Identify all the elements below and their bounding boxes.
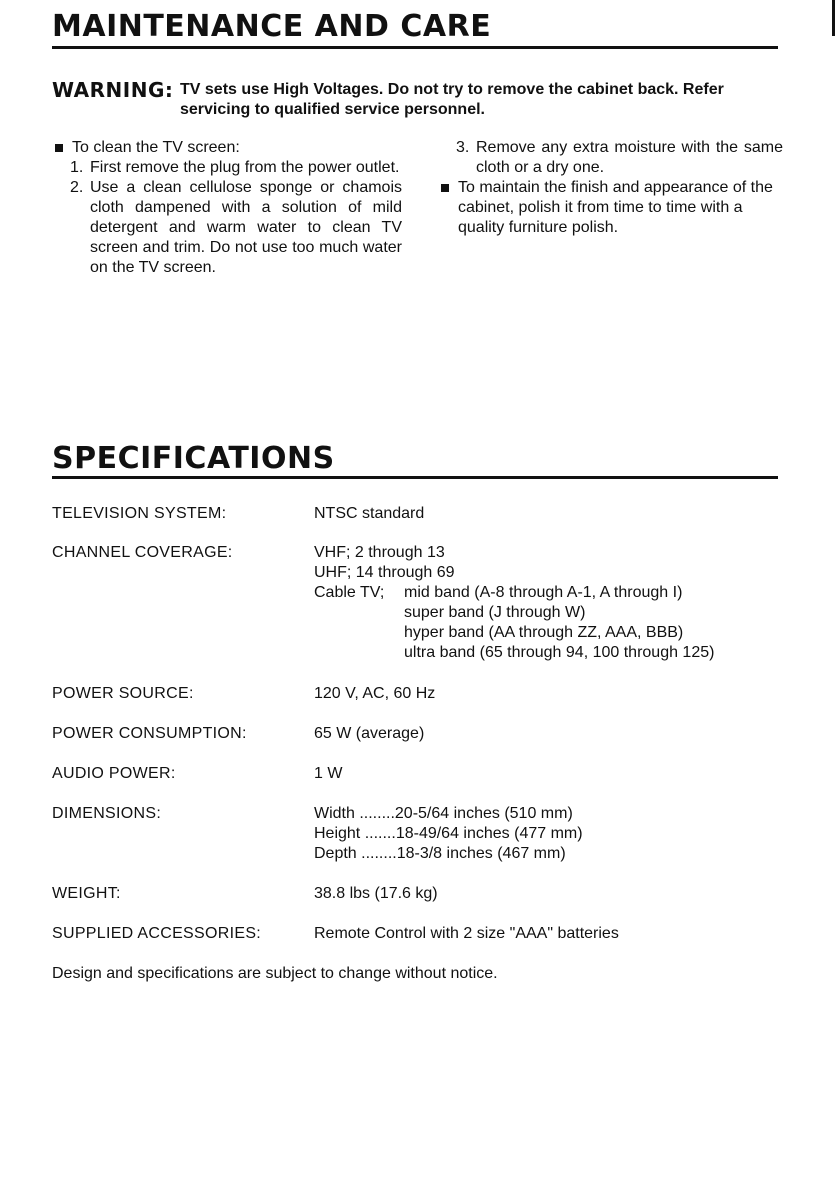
spec-value: NTSC standard xyxy=(314,505,425,522)
cabinet-finish-item xyxy=(438,178,783,238)
maintenance-title: MAINTENANCE AND CARE xyxy=(52,9,492,44)
maintenance-left-column xyxy=(52,138,402,278)
step-number: 2. xyxy=(70,179,84,196)
spec-value: Remote Control with 2 size "AAA" batteries xyxy=(314,925,619,942)
specifications-title: SPECIFICATIONS xyxy=(52,441,335,476)
cable-band: super band (J through W) xyxy=(404,604,586,621)
specifications-title-rule xyxy=(52,476,778,479)
step-number: 3. xyxy=(456,139,470,156)
cable-band: ultra band (65 through 94, 100 through 125) xyxy=(404,644,715,661)
maintenance-title-rule xyxy=(52,46,778,49)
cable-band: mid band (A-8 through A-1, A through I) xyxy=(404,584,683,601)
spec-value: 65 W (average) xyxy=(314,725,425,742)
bullet-square-icon xyxy=(441,184,449,192)
spec-value xyxy=(314,543,794,663)
step-item xyxy=(52,178,402,278)
bullet-square-icon xyxy=(55,144,63,152)
step-item xyxy=(438,138,783,178)
clean-screen-item xyxy=(52,138,402,158)
cable-prefix: Cable TV; xyxy=(314,584,385,601)
cable-band: hyper band (AA through ZZ, AAA, BBB) xyxy=(404,624,684,641)
dimension-depth: Depth ........18-3/8 inches (467 mm) xyxy=(314,845,566,862)
cable-range xyxy=(314,583,794,603)
clean-screen-heading: To clean the TV screen: xyxy=(72,139,240,156)
page-edge-mark xyxy=(832,0,835,36)
dimension-height: Height .......18-49/64 inches (477 mm) xyxy=(314,825,583,842)
spec-label: DIMENSIONS: xyxy=(52,805,162,822)
step-text: Remove any extra moisture with the same cloth or a dry one. xyxy=(476,139,783,176)
spec-label: SUPPLIED ACCESSORIES: xyxy=(52,925,262,942)
warning-text: TV sets use High Voltages. Do not try to remove the cabinet back. Refer servicing to qualified service personnel. xyxy=(180,81,724,118)
spec-value: 1 W xyxy=(314,765,343,782)
spec-label: WEIGHT: xyxy=(52,885,121,902)
step-item xyxy=(52,158,402,178)
spec-value: 38.8 lbs (17.6 kg) xyxy=(314,885,438,902)
spec-label: AUDIO POWER: xyxy=(52,765,176,782)
uhf-range: UHF; 14 through 69 xyxy=(314,564,455,581)
cabinet-finish-text: To maintain the finish and appearance of the cabinet, polish it from time to time with a quality furniture polish. xyxy=(458,179,773,236)
specifications-note: Design and specifications are subject to change without notice. xyxy=(52,965,498,982)
spec-value: 120 V, AC, 60 Hz xyxy=(314,685,436,702)
warning-label: WARNING: xyxy=(52,78,174,102)
spec-value xyxy=(314,804,794,864)
dimension-width: Width ........20-5/64 inches (510 mm) xyxy=(314,805,573,822)
step-text: First remove the plug from the power outlet. xyxy=(90,159,400,176)
step-number: 1. xyxy=(70,159,84,176)
spec-label: CHANNEL COVERAGE: xyxy=(52,544,233,561)
spec-label: TELEVISION SYSTEM: xyxy=(52,505,227,522)
maintenance-right-column xyxy=(438,138,783,238)
spec-label: POWER SOURCE: xyxy=(52,685,194,702)
spec-label: POWER CONSUMPTION: xyxy=(52,725,247,742)
step-text: Use a clean cellulose sponge or chamois cloth dampened with a solution of mild detergent and warm water to clean TV screen and trim. Do not use too much water on the TV screen. xyxy=(90,179,402,276)
vhf-range: VHF; 2 through 13 xyxy=(314,544,445,561)
